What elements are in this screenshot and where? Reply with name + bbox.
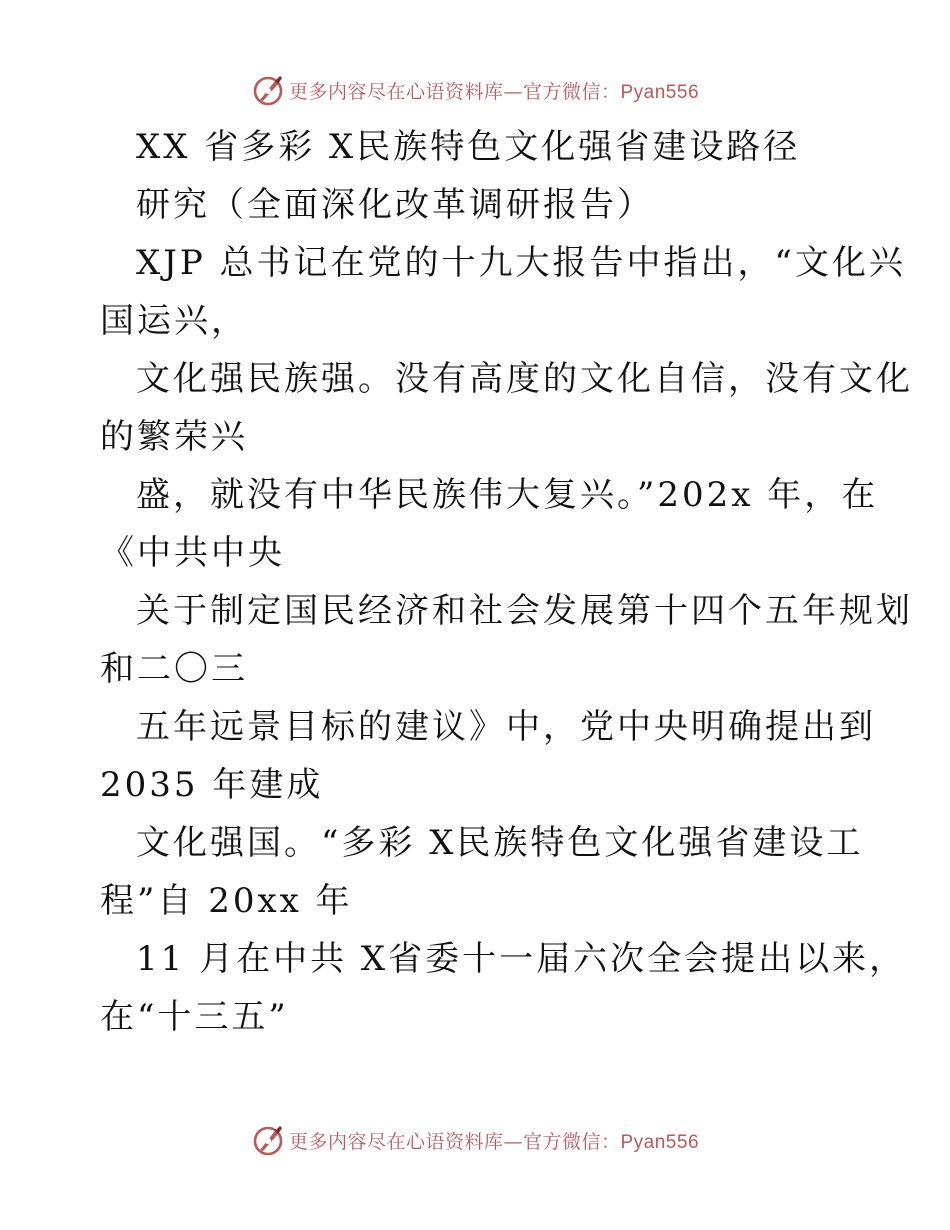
header-banner (0, 70, 950, 110)
paragraph-line: 关于制定国民经济和社会发展第十四个五年规划 (136, 591, 913, 631)
paragraph-line: 国运兴， (100, 301, 248, 341)
doc-title-line-2: 研究（全面深化改革调研报告） (136, 185, 654, 225)
paragraph-line: 和二〇三 (100, 649, 248, 689)
paragraph-line: 11 月在中共 X省委十一届六次全会提出以来， (136, 939, 907, 979)
paragraph-line: 文化强民族强。没有高度的文化自信，没有文化 (136, 359, 913, 399)
wechat-id: Pyan556 (620, 1131, 700, 1153)
doc-title-line-1: XX 省多彩 X民族特色文化强省建设路径 (136, 127, 801, 167)
paragraph-line: 盛，就没有中华民族伟大复兴。”202x 年，在 (136, 475, 879, 515)
paragraph-line: 五年远景目标的建议》中，党中央明确提出到 (136, 707, 876, 747)
footer-banner (0, 1120, 950, 1160)
paragraph-line: 在“十三五” (100, 997, 289, 1037)
paragraph-line: XJP 总书记在党的十九大报告中指出，“文化兴 (136, 243, 906, 283)
paragraph-line: 文化强国。“多彩 X民族特色文化强省建设工 (136, 823, 864, 863)
paragraph-line: 《中共中央 (100, 533, 285, 573)
paragraph-line: 的繁荣兴 (100, 417, 248, 457)
wechat-id: Pyan556 (620, 81, 700, 103)
banner-text (289, 1127, 699, 1154)
banner-text (289, 77, 699, 104)
banner-slogan: 更多内容尽在心语资料库—官方微信： (288, 80, 621, 103)
paragraph-line: 2035 年建成 (100, 765, 324, 805)
banner-slogan: 更多内容尽在心语资料库—官方微信： (288, 1130, 621, 1153)
paragraph-line: 程”自 20xx 年 (100, 881, 353, 921)
quill-pen-circle-icon (251, 73, 285, 107)
quill-pen-circle-icon (251, 1123, 285, 1157)
